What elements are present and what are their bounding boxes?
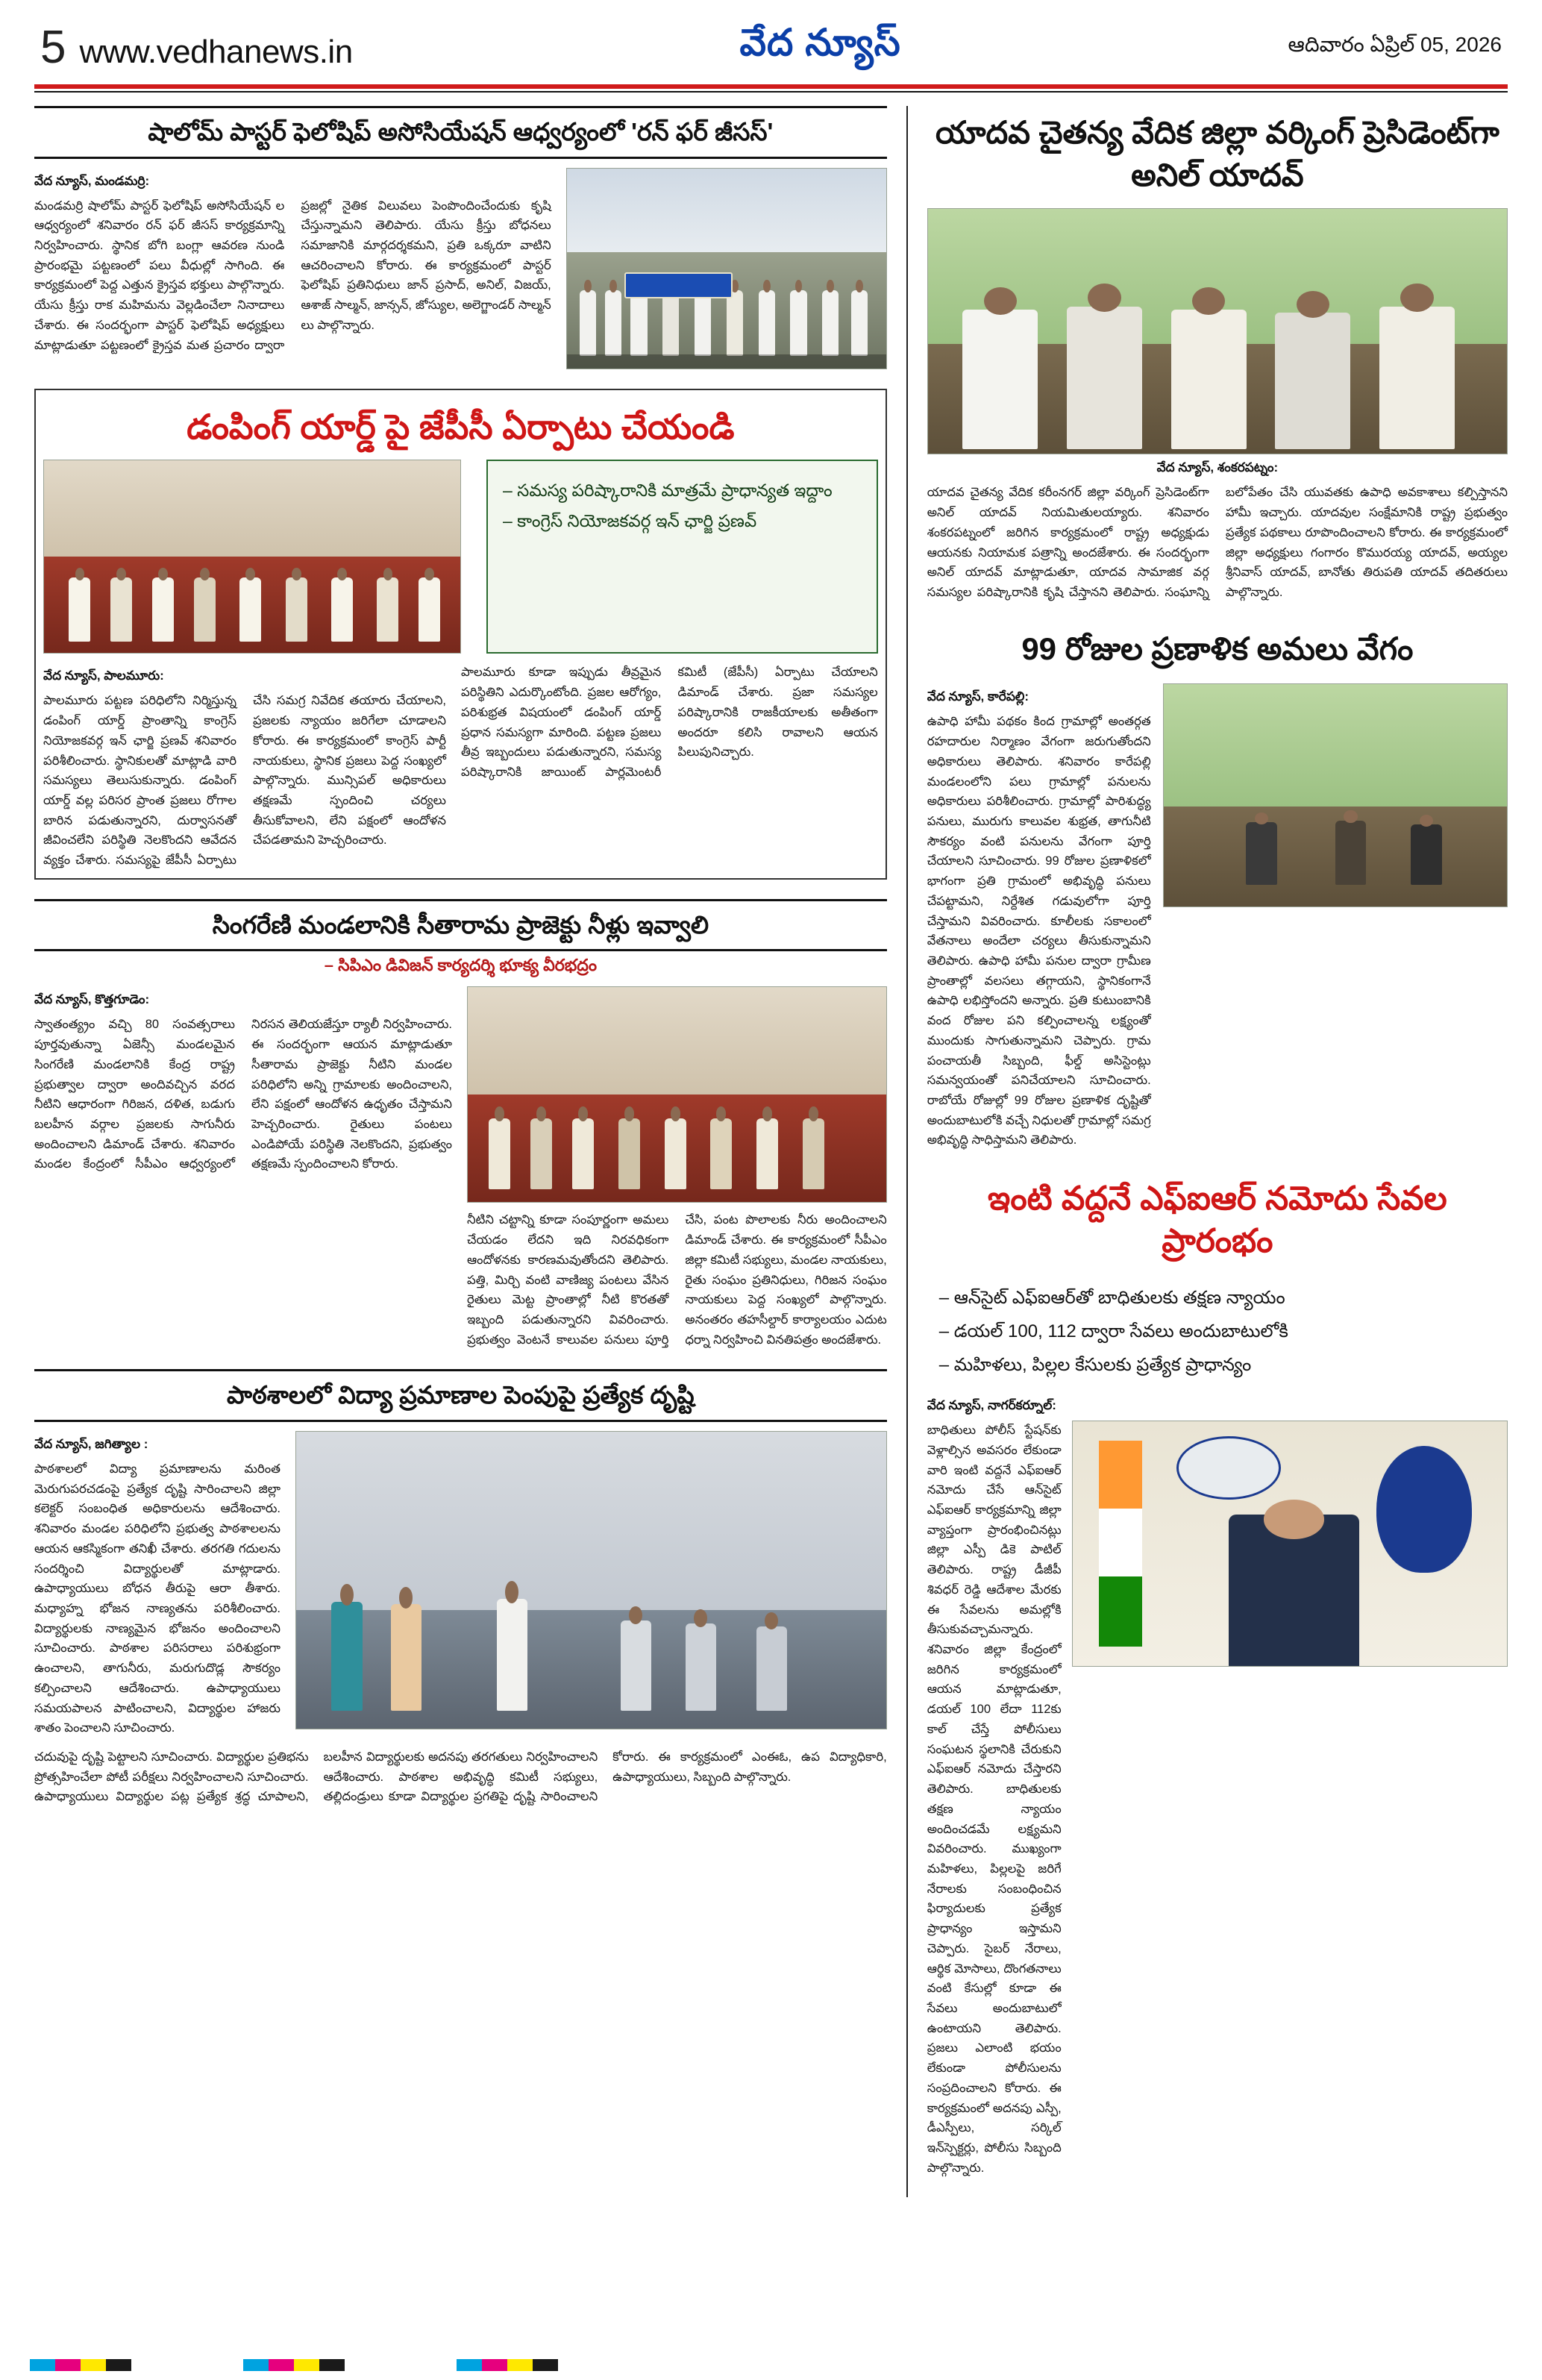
photo-credit: వేద న్యూస్, శంకరపట్నం: <box>1156 460 1279 475</box>
byline: వేద న్యూస్, కారేపల్లి: <box>927 689 1029 704</box>
headline: డంపింగ్ యార్డ్ పై జేపీసీ ఏర్పాటు చేయండి <box>187 407 735 446</box>
masthead-left <box>40 21 353 73</box>
swatch-black <box>106 2359 131 2371</box>
article-onsite-fir <box>927 1170 1508 2178</box>
color-bar-group-1 <box>30 2359 131 2371</box>
byline: వేద న్యూస్, కొత్తగూడెం: <box>34 992 150 1007</box>
dumping-yard-visit-photo <box>43 460 461 654</box>
swatch-yellow <box>81 2359 106 2371</box>
subheadline: – సిపిఎం డివిజన్ కార్యదర్శి భూక్య వీరభద్రం <box>324 956 597 975</box>
article-body: పాలమూరు పట్టణ పరిధిలోని నిర్మిస్తున్న డంపింగ్ యార్డ్ ప్రాంతాన్ని కాంగ్రెస్ నియోజకవర్గ ఇన్ ఛార్జి ప్రణవ్ శనివారం పరిశీలించారు. స్థానికులతో మాట్లాడి వారి సమస్యలు తెలుసుకున్నారు. డంపింగ్ యార్డ్ వల్ల పరిసర ప్రాంత ప్రజలు రోగాల బారిన పడుతున్నారని, దుర్వాసనతో జీవించలేని పరిస్థితి నెలకొందని ఆవేదన వ్యక్తం చేశారు. సమస్యపై జేపీసీ ఏర్పాటు చేసి సమగ్ర నివేదిక తయారు చేయాలని, ప్రజలకు న్యాయం జరిగేలా చూడాలని కోరారు. ఈ కార్యక్రమంలో కాంగ్రెస్ పార్టీ నాయకులు, స్థానిక ప్రజలు పెద్ద సంఖ్యలో పాల్గొన్నారు. మున్సిపల్ అధికారులు తక్షణమే స్పందించి చర్యలు తీసుకోవాలని, లేని పక్షంలో ఆందోళన చేపడతామని హెచ్చరించారు. <box>43 694 446 868</box>
bullet-item-3: – మహిళలు, పిల్లల కేసులకు ప్రత్యేక ప్రాధాన్యం <box>938 1354 1252 1375</box>
swatch-magenta <box>55 2359 81 2371</box>
bullet-item-2: – డయల్ 100, 112 ద్వారా సేవలు అందుబాటులోకి <box>938 1321 1288 1341</box>
cpm-protest-rally-photo <box>467 986 887 1203</box>
article-body: స్వాతంత్య్రం వచ్చి 80 సంవత్సరాలు పూర్తవుతున్నా ఏజెన్సీ మండలమైన సింగరేణి మండలానికి కేంద్ర రాష్ట్ర ప్రభుత్వాల ద్వారా అందివచ్చిన వరద నీటిని ఆధారంగా గిరిజన, దళిత, బడుగు బలహీన వర్గాల ప్రజలకు సాగునీరు అందించాలని డిమాండ్ చేశారు. శనివారం మండల కేంద్రంలో సీపీఎం ఆధ్వర్యంలో నిరసన తెలియజేస్తూ ర్యాలీ నిర్వహించారు. ఈ సందర్భంగా ఆయన మాట్లాడుతూ సీతారామ ప్రాజెక్టు నీటిని మండల పరిధిలోని అన్ని గ్రామాలకు అందించాలని, లేని పక్షంలో ఆందోళన ఉధృతం చేస్తామని హెచ్చరించారు. రైతులు పంటలు ఎండిపోయే పరిస్థితి నెలకొందని, ప్రభుత్వం తక్షణమే స్పందించాలని కోరారు. <box>34 1018 452 1171</box>
site-url[interactable]: www.vedhanews.in <box>79 33 353 70</box>
headline: సింగరేణి మండలానికి సీతారామ ప్రాజెక్టు నీళ్లు ఇవ్వాలి <box>34 899 887 952</box>
article-99-days-plan <box>927 622 1508 1151</box>
school-inspection-photo <box>295 1431 887 1729</box>
swatch-black <box>319 2359 345 2371</box>
swatch-cyan <box>457 2359 482 2371</box>
article-school-standards <box>34 1369 887 1807</box>
right-column <box>927 106 1508 2197</box>
bullet-item-1: – సమస్య పరిష్కారానికి మాత్రమే ప్రాధాన్యత ఇద్దాం <box>503 480 833 501</box>
issue-date: ఆదివారం ఏప్రిల్ 05, 2026 <box>1288 33 1502 56</box>
byline: వేద న్యూస్, పాలమూరు: <box>43 668 164 683</box>
rural-road-works-photo <box>1163 683 1508 907</box>
article-run-for-jesus <box>34 106 887 369</box>
article-body: ఉపాధి హామీ పథకం కింద గ్రామాల్లో అంతర్గత రహదారుల నిర్మాణం వేగంగా జరుగుతోందని అధికారులు తెలిపారు. శనివారం కారేపల్లి మండలంలోని పలు గ్రామాల్లో పనులను అధికారులు పరిశీలించారు. గ్రామాల్లో పారిశుద్ధ్య పనులు, మురుగు కాలువల శుభ్రత, తాగునీటి సౌకర్యం వంటి పనులను వేగంగా పూర్తి చేయాలని సూచించారు. 99 రోజుల ప్రణాళికలో భాగంగా ప్రతి గ్రామంలో అభివృద్ధి పనులు చేపట్టామని, నిర్దేశిత గడువులోగా పూర్తి చేస్తామని వివరించారు. కూలీలకు సకాలంలో వేతనాలు అందేలా చర్యలు తీసుకున్నామని తెలిపారు. ఉపాధి హామీ పనుల ద్వారా గ్రామీణ ప్రాంతాల్లో వలసలు తగ్గాయని, స్థానికంగానే ఉపాధి లభిస్తోందని అన్నారు. ప్రతి కుటుంబానికి వంద రోజుల పని కల్పించాలన్న లక్ష్యంతో ముందుకు సాగుతున్నామని చెప్పారు. గ్రామ పంచాయతీ సిబ్బంది, ఫీల్డ్ అసిస్టెంట్లు సమన్వయంతో పనిచేయాలని సూచించారు. రాబోయే రోజుల్లో 99 రోజుల ప్రణాళిక దృష్టితో అందుబాటులోకి వచ్చే నిధులతో గ్రామాల్లో సమగ్ర అభివృద్ధి సాధిస్తామని తెలిపారు. <box>927 715 1151 1147</box>
masthead-rule-red <box>34 84 1508 89</box>
yadava-chaitanya-vedika-group-photo <box>927 208 1508 454</box>
article-body-continued: చదువుపై దృష్టి పెట్టాలని సూచించారు. విద్యార్థుల ప్రతిభను ప్రోత్సహించేలా పోటీ పరీక్షలు నిర్వహించాలని సూచించారు. ఉపాధ్యాయులు విద్యార్థుల పట్ల ప్రత్యేక శ్రద్ధ చూపాలని, బలహీన విద్యార్థులకు అదనపు తరగతులు నిర్వహించాలని ఆదేశించారు. పాఠశాల అభివృద్ధి కమిటీ సభ్యులు, తల్లిదండ్రులు కూడా విద్యార్థుల ప్రగతిపై దృష్టి సారించాలని కోరారు. ఈ కార్యక్రమంలో ఎంఈఓ, ఉప విద్యాధికారి, ఉపాధ్యాయులు, సిబ్బంది పాల్గొన్నారు. <box>34 1750 887 1804</box>
article-dumping-yard <box>34 389 887 880</box>
article-body-top: పాలమూరు కూడా ఇప్పుడు తీవ్రమైన పరిస్థితిని ఎదుర్కొంటోంది. ప్రజల ఆరోగ్యం, పరిశుభ్రత విషయంలో డంపింగ్ యార్డ్ ప్రధాన సమస్యగా మారింది. పట్టణ ప్రజలు తీవ్ర ఇబ్బందులు పడుతున్నారని, సమస్య పరిష్కారానికి జాయింట్ పార్లమెంటరీ కమిటీ (జేపీసీ) ఏర్పాటు చేయాలని డిమాండ్ చేశారు. ప్రజా సమస్యల పరిష్కారానికి రాజకీయాలకు అతీతంగా అందరూ కలిసి రావాలని ఆయన పిలుపునిచ్చారు. <box>461 666 878 779</box>
byline: వేద న్యూస్, నాగర్‌కర్నూల్: <box>927 1398 1056 1413</box>
dumping-yard-bullets <box>486 460 878 654</box>
article-sitarama-project <box>34 899 887 1350</box>
swatch-yellow <box>507 2359 533 2371</box>
swatch-magenta <box>269 2359 294 2371</box>
page-number: 5 <box>40 21 66 73</box>
byline: వేద న్యూస్, మండమర్రి: <box>34 173 150 188</box>
onsite-fir-bullets <box>927 1274 1508 1393</box>
run-for-jesus-rally-photo <box>566 168 887 369</box>
bullet-item-1: – ఆన్‌సైట్ ఎఫ్ఐఆర్‌తో బాధితులకు తక్షణ న్యాయం <box>938 1287 1285 1308</box>
swatch-yellow <box>294 2359 319 2371</box>
swatch-cyan <box>30 2359 55 2371</box>
page-content <box>25 93 1517 2197</box>
color-bar-group-3 <box>457 2359 558 2371</box>
masthead <box>25 0 1517 81</box>
headline: షాలోమ్ పాస్టర్ ఫెలోషిప్ అసోసియేషన్ ఆధ్వర్యంలో 'రన్ ఫర్ జీసస్' <box>34 106 887 159</box>
column-divider <box>906 106 908 2197</box>
article-body-lead: బాధితులు పోలీస్ స్టేషన్‌కు వెళ్లాల్సిన అవసరం లేకుండా వారి ఇంటి వద్దనే ఎఫ్ఐఆర్ నమోదు చేసే ఆన్‌సైట్ ఎఫ్ఐఆర్ కార్యక్రమాన్ని జిల్లా వ్యాప్తంగా ప్రారంభించినట్లు జిల్లా ఎస్పీ డికె పాటిల్ తెలిపారు. రాష్ట్ర డీజీపీ శివధర్ రెడ్డి ఆదేశాల మేరకు ఈ సేవలను అమల్లోకి తీసుకువచ్చామన్నారు. శనివారం జిల్లా కేంద్రంలో జరిగిన కార్యక్రమంలో ఆయన మాట్లాడుతూ, డయల్ 100 లేదా 112కు కాల్ చేస్తే పోలీసులు సంఘటన స్థలానికి చేరుకుని ఎఫ్ఐఆర్ నమోదు చేస్తారని తెలిపారు. బాధితులకు తక్షణ న్యాయం అందించడమే లక్ష్యమని వివరించారు. ముఖ్యంగా మహిళలు, పిల్లలపై జరిగే నేరాలకు సంబంధించిన ఫిర్యాదులకు ప్రత్యేక ప్రాధాన్యం ఇస్తామని చెప్పారు. సైబర్ నేరాలు, ఆర్థిక మోసాలు, దొంగతనాలు వంటి కేసుల్లో కూడా ఈ సేవలు అందుబాటులో ఉంటాయని తెలిపారు. ప్రజలు ఎలాంటి భయం లేకుండా పోలీసులను సంప్రదించాలని కోరారు. ఈ కార్యక్రమంలో అదనపు ఎస్పీ, డీఎస్పీలు, సర్కిల్ ఇన్‌స్పెక్టర్లు, పోలీసు సిబ్బంది పాల్గొన్నారు. <box>927 1424 1062 2175</box>
headline: పాఠశాలలో విద్యా ప్రమాణాల పెంపుపై ప్రత్యేక దృష్టి <box>34 1369 887 1422</box>
headline: ఇంటి వద్దనే ఎఫ్ఐఆర్ నమోదు సేవల ప్రారంభం <box>988 1180 1447 1260</box>
left-column <box>34 106 887 2197</box>
byline: వేద న్యూస్, జగిత్యాల : <box>34 1436 148 1451</box>
police-officer-press-meet-photo <box>1072 1421 1508 1667</box>
bullet-item-2: – కాంగ్రెస్ నియోజకవర్గ ఇన్ ఛార్జి ప్రణవ్ <box>503 510 757 530</box>
swatch-magenta <box>482 2359 507 2371</box>
article-yadava-vedika <box>927 106 1508 603</box>
headline: 99 రోజుల ప్రణాళిక అమలు వేగం <box>1021 630 1414 666</box>
swatch-black <box>533 2359 558 2371</box>
article-body: మండమర్రి షాలోమ్ పాస్టర్ ఫెలోషిప్ అసోసియేషన్ ల ఆధ్వర్యంలో శనివారం రన్ ఫర్ జీసస్ కార్యక్రమాన్ని నిర్వహించారు. స్థానిక బోగి బంగ్లా ఆవరణ నుండి ప్రారంభమై పట్టణంలో పలు వీధుల్లో సాగింది. ఈ కార్యక్రమంలో పెద్ద ఎత్తున క్రైస్తవ భక్తులు పాల్గొన్నారు. యేసు క్రీస్తు రాక మహిమను వెల్లడించేలా నినాదాలు చేశారు. ఈ సందర్భంగా పాస్టర్ ఫెలోషిప్ అధ్యక్షులు మాట్లాడుతూ పట్టణంలో క్రైస్తవ మత ప్రచారం ద్వారా ప్రజల్లో నైతిక విలువలు పెంపొందించేందుకు కృషి చేస్తున్నామని తెలిపారు. యేసు క్రీస్తు బోధనలు సమాజానికి మార్గదర్శకమని, ప్రతి ఒక్కరూ వాటిని ఆచరించాలని కోరారు. ఈ కార్యక్రమంలో పాస్టర్ ఫెలోషిప్ ప్రతినిధులు జాన్ ప్రసాద్, అనిల్, విజయ్, ఆశాజ్ సాల్మన్, జాన్సన్, జోస్యుల, అలెగ్జాండర్ సాల్మన్ లు పాల్గొన్నారు. <box>34 198 551 352</box>
color-bar-group-2 <box>243 2359 345 2371</box>
article-body: యాదవ చైతన్య వేదిక కరీంనగర్ జిల్లా వర్కింగ్ ప్రెసిడెంట్‌గా అనిల్ యాదవ్ నియమితులయ్యారు. శనివారం శంకరపట్నంలో జరిగిన కార్యక్రమంలో రాష్ట్ర అధ్యక్షుడు ఆయనకు నియామక పత్రాన్ని అందజేశారు. ఈ సందర్భంగా అనిల్ యాదవ్ మాట్లాడుతూ, యాదవ సామాజిక వర్గ సమస్యల పరిష్కారానికి కృషి చేస్తానని తెలిపారు. సంఘాన్ని బలోపేతం చేసి యువతకు ఉపాధి అవకాశాలు కల్పిస్తానని హామీ ఇచ్చారు. యాదవుల సంక్షేమానికి రాష్ట్ర ప్రభుత్వం ప్రత్యేక పథకాలు రూపొందించాలని కోరారు. ఈ కార్యక్రమంలో జిల్లా అధ్యక్షులు గంగారం కొమురయ్య యాదవ్, అయ్యల శ్రీనివాస్ యాదవ్, బానోతు తిరుపతి యాదవ్ తదితరులు పాల్గొన్నారు. <box>927 486 1508 599</box>
headline: యాదవ చైతన్య వేదిక జిల్లా వర్కింగ్ ప్రెసిడెంట్‌గా అనిల్ యాదవ్ <box>935 115 1499 192</box>
registration-color-bars <box>30 2359 670 2371</box>
article-body: పాఠశాలలో విద్యా ప్రమాణాలను మరింత మెరుగుపరచడంపై ప్రత్యేక దృష్టి సారించాలని జిల్లా కలెక్టర్ సంబంధిత అధికారులను ఆదేశించారు. శనివారం మండల పరిధిలోని ప్రభుత్వ పాఠశాలలను ఆయన ఆకస్మికంగా తనిఖీ చేశారు. తరగతి గదులను సందర్శించి విద్యార్థులతో మాట్లాడారు. ఉపాధ్యాయులు బోధన తీరుపై ఆరా తీశారు. మధ్యాహ్న భోజన నాణ్యతను పరిశీలించారు. విద్యార్థులకు నాణ్యమైన భోజనం అందించాలని సూచించారు. పాఠశాల పరిసరాలు పరిశుభ్రంగా ఉంచాలని, తాగునీరు, మరుగుదొడ్ల సౌకర్యం కల్పించాలని ఆదేశించారు. ఉపాధ్యాయులు సమయపాలన పాటించాలని, విద్యార్థుల హాజరు శాతం పెంచాలని సూచించారు. <box>34 1462 280 1735</box>
swatch-cyan <box>243 2359 269 2371</box>
article-body-continued: నీటిని చట్టాన్ని కూడా సంపూర్ణంగా అమలు చేయడం లేదని ఇది నిరవధికంగా ఆందోళనకు కారణమవుతోందని తెలిపారు. పత్తి, మిర్చి వంటి వాణిజ్య పంటలు వేసిన రైతులు మెట్ట ప్రాంతాల్లో నీటి కొరతతో ఇబ్బంది పడుతున్నారని వివరించారు. ప్రభుత్వం వెంటనే కాలువల పనులు పూర్తి చేసి, పంట పొలాలకు నీరు అందించాలని డిమాండ్ చేశారు. ఈ కార్యక్రమంలో సీపీఎం జిల్లా కమిటీ సభ్యులు, మండల నాయకులు, రైతు సంఘం ప్రతినిధులు, గిరిజన సంఘం నాయకులు పెద్ద సంఖ్యలో పాల్గొన్నారు. అనంతరం తహసీల్దార్ కార్యాలయం ఎదుట ధర్నా నిర్వహించి వినతిపత్రం అందజేశారు. <box>467 1213 887 1347</box>
publication-title: వేద న్యూస్ <box>739 22 901 63</box>
